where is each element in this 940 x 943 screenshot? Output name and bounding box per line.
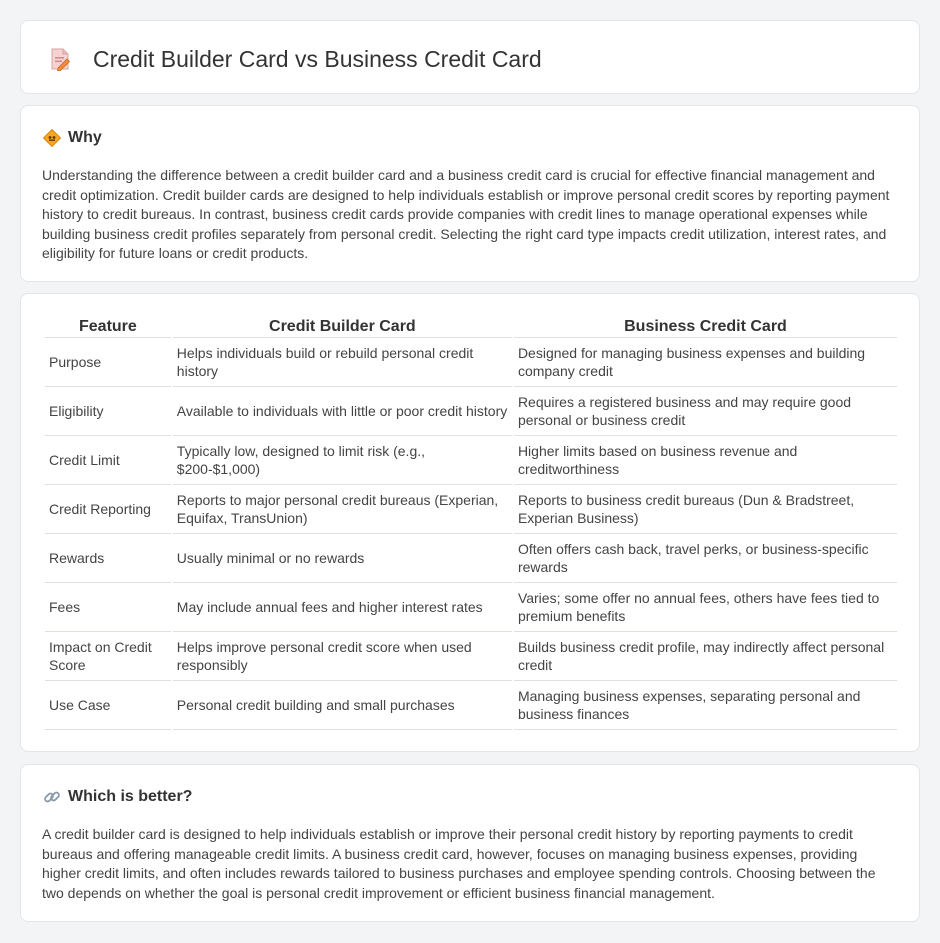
credit-builder-cell: Reports to major personal credit bureaus (Experian, Equifax, TransUnion)	[173, 485, 512, 534]
comparison-table	[43, 316, 899, 730]
header-card	[20, 20, 920, 94]
business-cell: Varies; some offer no annual fees, others have fees tied to premium benefits	[514, 583, 897, 632]
better-heading	[43, 787, 192, 807]
business-cell: Builds business credit profile, may indirectly affect personal credit	[514, 632, 897, 681]
business-cell: Reports to business credit bureaus (Dun & Bradstreet, Experian Business)	[514, 485, 897, 534]
page-title: Credit Builder Card vs Business Credit Card	[93, 46, 542, 72]
table-row	[45, 338, 897, 387]
business-cell: Requires a registered business and may require good personal or business credit	[514, 387, 897, 436]
table-row	[45, 583, 897, 632]
table-row	[45, 681, 897, 730]
table-row	[45, 387, 897, 436]
better-text: A credit builder card is designed to help individuals establish or improve their personal credit history by reporting payments to credit bureaus and offering manageable credit limits. A business credit card, however, focuses on managing business expenses, providing higher credit limits, and often includes rewards tailored to business purchases and employee spending controls. Choosing between the two depends on whether the goal is personal credit improvement or efficient business financial management.	[42, 826, 876, 901]
column-header-credit-builder: Credit Builder Card	[173, 316, 512, 338]
business-cell: Higher limits based on business revenue and creditworthiness	[514, 436, 897, 485]
business-cell: Designed for managing business expenses and building company credit	[514, 338, 897, 387]
better-title: Which is better?	[68, 788, 193, 805]
credit-builder-cell: May include annual fees and higher interest rates	[173, 583, 512, 632]
why-heading	[43, 128, 102, 148]
credit-builder-cell: Usually minimal or no rewards	[173, 534, 512, 583]
why-title: Why	[68, 129, 102, 146]
feature-cell: Impact on Credit Score	[45, 632, 171, 681]
column-header-business: Business Credit Card	[514, 316, 897, 338]
business-cell: Often offers cash back, travel perks, or business-specific rewards	[514, 534, 897, 583]
feature-cell: Eligibility	[45, 387, 171, 436]
table-row	[45, 632, 897, 681]
credit-builder-cell: Typically low, designed to limit risk (e.g., $200-$1,000)	[173, 436, 512, 485]
table-row	[45, 436, 897, 485]
credit-builder-cell: Personal credit building and small purchases	[173, 681, 512, 730]
credit-builder-cell: Available to individuals with little or poor credit history	[173, 387, 512, 436]
feature-cell: Use Case	[45, 681, 171, 730]
why-text: Understanding the difference between a credit builder card and a business credit card is crucial for effective financial management and credit optimization. Credit builder cards are designed to help individuals establish or improve personal credit scores by reporting payment history to credit bureaus. In contrast, business credit cards provide companies with credit lines to manage operational expenses while building business credit profiles separately from personal credit. Selecting the right card type impacts credit utilization, interest rates, and eligibility for future loans or credit products.	[42, 167, 890, 262]
table-row	[45, 485, 897, 534]
which-is-better-section	[20, 764, 920, 922]
table-row	[45, 534, 897, 583]
column-header-feature: Feature	[45, 316, 171, 338]
feature-cell: Fees	[45, 583, 171, 632]
feature-cell: Purpose	[45, 338, 171, 387]
feature-cell: Credit Limit	[45, 436, 171, 485]
credit-builder-cell: Helps improve personal credit score when used responsibly	[173, 632, 512, 681]
diamond-sign-icon	[43, 129, 61, 147]
feature-cell: Credit Reporting	[45, 485, 171, 534]
feature-cell: Rewards	[45, 534, 171, 583]
credit-builder-cell: Helps individuals build or rebuild personal credit history	[173, 338, 512, 387]
link-icon	[43, 788, 61, 806]
comparison-section	[20, 293, 920, 752]
document-pen-icon	[49, 47, 71, 71]
business-cell: Managing business expenses, separating personal and business finances	[514, 681, 897, 730]
why-section	[20, 105, 920, 282]
table-header-row	[45, 316, 897, 338]
